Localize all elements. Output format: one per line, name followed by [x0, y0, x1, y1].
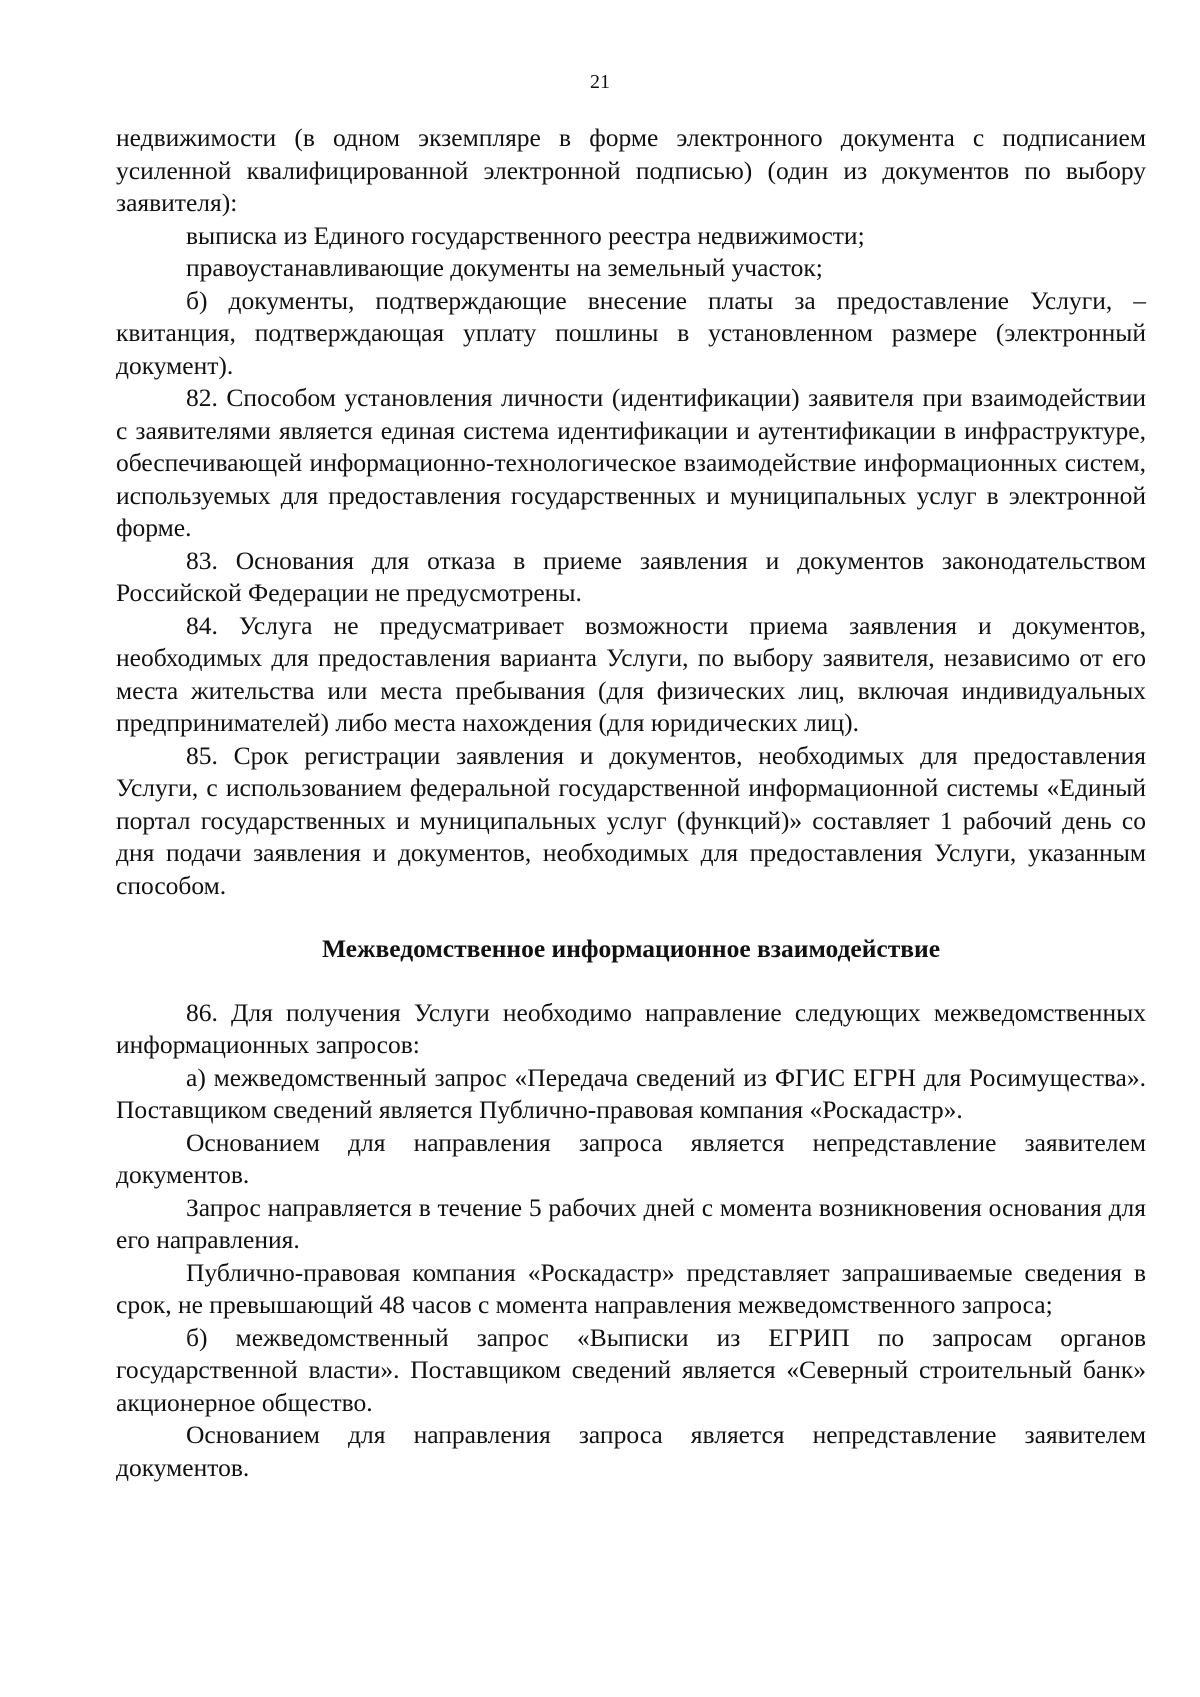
paragraph: Основанием для направления запроса является непредставление заявителем документов.	[116, 1127, 1146, 1189]
paragraph: выписка из Единого государственного реестра недвижимости;	[186, 220, 865, 250]
paragraph: Основанием для направления запроса является непредставление заявителем документов.	[116, 1420, 1146, 1482]
paragraph: правоустанавливающие документы на земельный участок;	[186, 253, 823, 282]
paragraph: 84. Услуга не предусматривает возможности приема заявления и документов, необходимых для предоставления варианта Услуги, по выбору заявителя, независимо от его места жительства или места пребывания (для физических лиц, включая индивидуальных предпринимателей) либо места нахождения (для юридических лиц).	[116, 610, 1146, 737]
paragraph: б) межведомственный запрос «Выписки из ЕГРИП по запросам органов государственной власти». Поставщиком сведений является «Северный строительный банк» акционерное общество.	[116, 1322, 1146, 1417]
paragraph: 82. Способом установления личности (идентификации) заявителя при взаимодействии с заявителями является единая система идентификации и аутентификации в инфраструктуре, обеспечивающей информационно-технологическое взаимодействие информационных систем, используемых для предоставления государственных и муниципальных услуг в электронной форме.	[116, 383, 1146, 542]
document-body	[116, 122, 1146, 1484]
paragraph: б) документы, подтверждающие внесение платы за предоставление Услуги, – квитанция, подтверждающая уплату пошлины в установленном размере (электронный документ).	[116, 285, 1146, 380]
paragraph: недвижимости (в одном экземпляре в форме электронного документа с подписанием усиленной квалифицированной электронной подписью) (один из документов по выбору заявителя):	[116, 123, 1146, 217]
paragraph: 86. Для получения Услуги необходимо направление следующих межведомственных информационных запросов:	[116, 997, 1146, 1059]
paragraph: Публично-правовая компания «Роскадастр» представляет запрашиваемые сведения в срок, не превышающий 48 часов с момента направления межведомственного запроса;	[116, 1257, 1146, 1319]
section-heading: Межведомственное информационное взаимодействие	[321, 934, 941, 963]
paragraph: а) межведомственный запрос «Передача сведений из ФГИС ЕГРН для Росимущества». Поставщиком сведений является Публично-правовая компания «Роскадастр».	[116, 1062, 1146, 1124]
paragraph: 83. Основания для отказа в приеме заявления и документов законодательством Российской Федерации не предусмотрены.	[116, 545, 1146, 607]
paragraph: Запрос направляется в течение 5 рабочих дней с момента возникновения основания для его направления.	[116, 1192, 1146, 1254]
page-number: 21	[590, 71, 610, 93]
paragraph: 85. Срок регистрации заявления и документов, необходимых для предоставления Услуги, с использованием федеральной государственной информационной системы «Единый портал государственных и муниципальных услуг (функций)» составляет 1 рабочий день со дня подачи заявления и документов, необходимых для предоставления Услуги, указанным способом.	[116, 740, 1146, 900]
